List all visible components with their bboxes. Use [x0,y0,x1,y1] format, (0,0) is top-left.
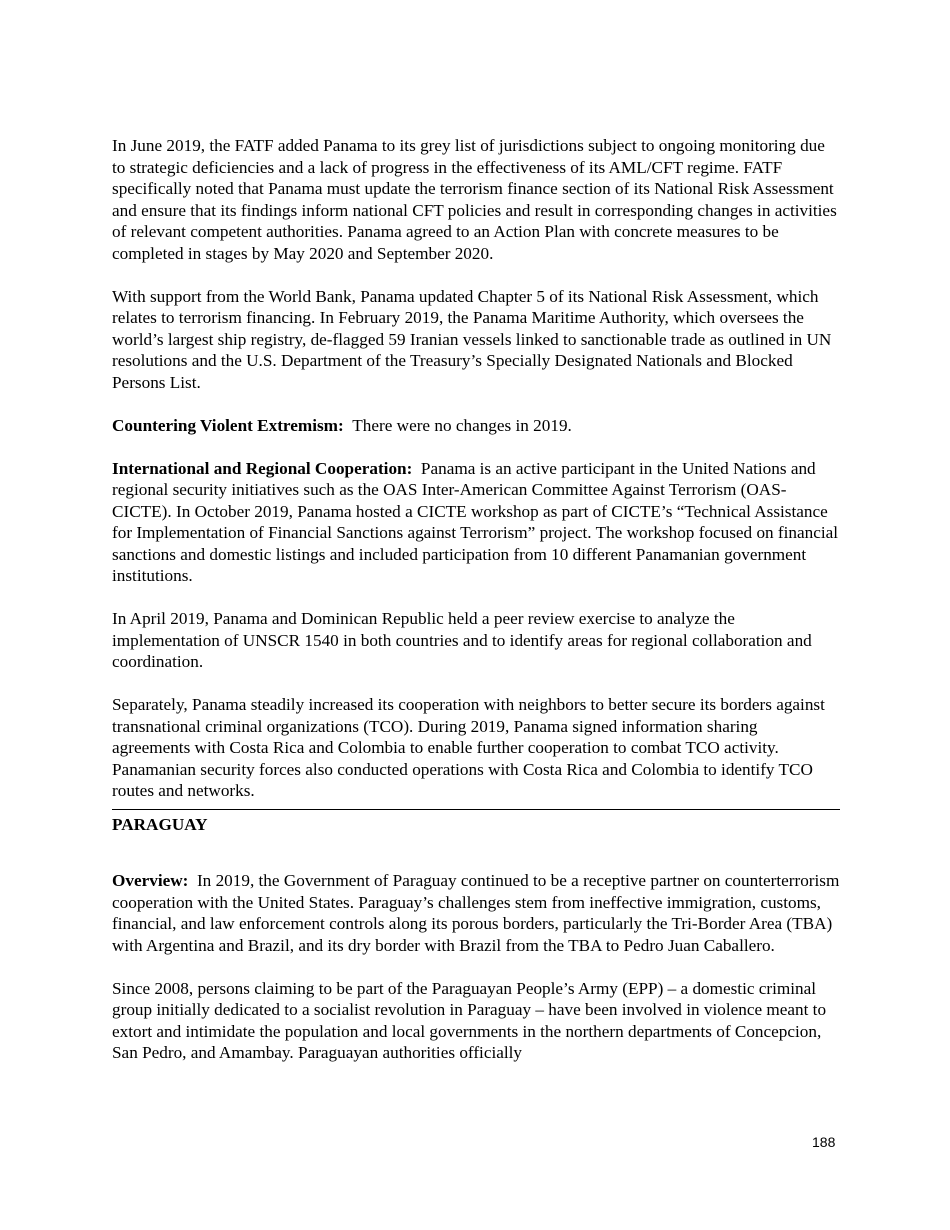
paragraph-lead-heading: Overview: [112,871,189,890]
paragraph-fatf-grey-list [112,135,840,264]
paragraph-text: In April 2019, Panama and Dominican Republic held a peer review exercise to analyze the implementation of UNSCR 1540 in both countries and to identify areas for regional collaboration and coordination. [112,609,812,671]
paragraph-lead-heading: Countering Violent Extremism: [112,415,344,435]
paragraph-text: With support from the World Bank, Panama updated Chapter 5 of its National Risk Assessment, which relates to terrorism financing. In February 2019, the Panama Maritime Authority, which oversees the world’s largest ship registry, de-flagged 59 Iranian vessels linked to sanctionable trade as outlined in UN resolutions and the U.S. Department of the Treasury’s Specially Designated Nationals and Blocked Persons List. [112,286,832,392]
page-number: 188 [812,1134,836,1150]
document-page [112,135,840,1085]
paragraph-text: In June 2019, the FATF added Panama to its grey list of jurisdictions subject to ongoing monitoring due to strategic deficiencies and a lack of progress in the effectiveness of its AML/CFT regime. FATF specifically noted that Panama must update the terrorism finance section of its National Risk Assessment and ensure that its findings inform national CFT policies and result in corresponding changes in activities of relevant competent authorities. Panama agreed to an Action Plan with concrete measures to be completed in stages by May 2020 and September 2020. [112,136,837,263]
section-divider [112,809,840,810]
paragraph-world-bank-support [112,286,840,394]
paragraph-epp [112,978,840,1064]
paragraph-peer-review [112,608,840,673]
paragraph-text: There were no changes in 2019. [352,415,572,435]
paragraph-text: Since 2008, persons claiming to be part of the Paraguayan People’s Army (EPP) – a domestic criminal group initially dedicated to a socialist revolution in Paraguay – have been involved in violence meant to extort and intimidate the population and local governments in the northern departments of Concepcion, San Pedro, and Amambay. Paraguayan authorities officially [112,978,827,1062]
paragraph-tco-cooperation [112,694,840,802]
section-heading-paraguay: PARAGUAY [112,814,208,834]
paragraph-overview [112,870,840,956]
paragraph-lead-heading: International and Regional Cooperation: [112,458,413,478]
paragraph-text: In 2019, the Government of Paraguay continued to be a receptive partner on counterterrorism cooperation with the United States. Paraguay’s challenges stem from ineffective immigration, customs, financial, and law enforcement controls along its porous borders, particularly the Tri-Border Area (TBA) with Argentina and Brazil, and its dry border with Brazil from the TBA to Pedro Juan Caballero. [112,871,840,955]
paragraph-countering-violent-extremism [112,415,840,437]
paragraph-international-cooperation [112,458,840,587]
paragraph-text: Separately, Panama steadily increased its cooperation with neighbors to better secure its borders against transnational criminal organizations (TCO). During 2019, Panama signed information sharing agreements with Costa Rica and Colombia to enable further cooperation to combat TCO activity. Panamanian security forces also conducted operations with Costa Rica and Colombia to identify TCO routes and networks. [112,695,825,800]
paragraph-text: Panama is an active participant in the United Nations and regional security initiatives such as the OAS Inter-American Committee Against Terrorism (OAS-CICTE). In October 2019, Panama hosted a CICTE workshop as part of CICTE’s “Technical Assistance for Implementation of Financial Sanctions against Terrorism” project. The workshop focused on financial sanctions and domestic listings and included participation from 10 different Panamanian government institutions. [112,458,839,585]
